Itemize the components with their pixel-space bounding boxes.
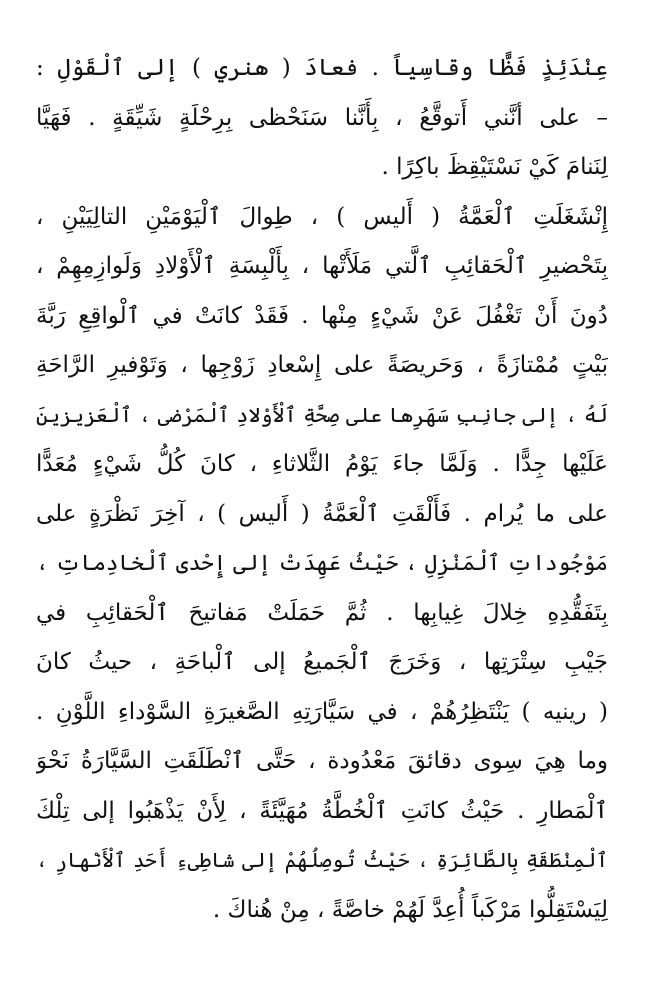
text-line-17: ٱلْمِنْطَقَةِ بِالطَّائِرَةِ ، حَيْثُ تُوصِلُهُمْ إلى شاطِىءِ أَحَدِ ٱلْأَنْهارِ ،: [36, 848, 608, 872]
text-line-7: بَيْتٍ مُمْتازَةً ، وَحَريصَةً على إِسْعادِ زَوْجِها ، وَتَوْفيرِ الرَّاحَةِ: [36, 352, 608, 378]
text-line-2: – على أنَّني أَتوقَّعُ ، بِأَنَّنا سَنَحْظى بِرِحْلَةٍ شَيِّقَةٍ . فَهَيَّا: [36, 104, 608, 131]
text-line-8: لَهُ ، إلى جانِبِ سَهَرِها على صِحَّةِ ٱلْأَوْلادِ ٱلْمَرْضى ، ٱلْعَزيزينَ: [36, 402, 608, 427]
text-line-10: على ما يُرام . فَأَلْقَتِ ٱلْعَمَّةُ ( أَليس ) ، آخِرَ نَظْرَةٍ على: [36, 500, 608, 527]
text-line-6: دُونَ أَنْ تَغْفُلَ عَنْ شَيْءٍ مِنْها . فَقَدْ كانَتْ في ٱلْواقِعِ رَبَّةَ: [36, 302, 608, 329]
body-text: [36, 44, 608, 935]
text-line-14: ( رينيه ) يَنْتَظِرُهُمْ ، في سَيَّارَتِهِ الصَّغيرَةِ السَّوْداءِ اللَّوْنِ .: [36, 698, 608, 725]
text-line-12: بِتَفَقُّدِهِ خِلالَ غِيابِها . ثُمَّ حَمَلَتْ مَفاتيحَ ٱلْحَقائِبِ في: [36, 599, 608, 626]
text-line-5: بِتَحْضيرِ ٱلْحَقائِبِ ٱلَّتي مَلَأَتْها ، بِأَلْبِسَةِ ٱلْأَوْلادِ وَلَوازِمِهِمْ ،: [36, 253, 608, 279]
text-line-3: لِنَنامَ كَيْ نَسْتَيْقِظَ باكِرًا .: [381, 154, 608, 180]
text-line-1: عِنْدَئِذٍ فَظًّا وقاسِياً . فعادَ ( هنري ) إلى ٱلْقَوْلِ :: [36, 55, 608, 81]
text-line-18: لِيَسْتَقِلُّوا مَرْكَباً أُعِدَّ لَهُمْ خاصَّةً ، مِنْ هُناكَ .: [212, 896, 608, 923]
text-line-16: ٱلْمَطارِ . حَيْثُ كانَتِ ٱلْخُطَّةُ مُهَيَّئَةً ، لِأَنْ يَذْهَبُوا إلى تِلْكَ: [36, 797, 608, 824]
text-line-15: وما هِيَ سِوى دقائقَ مَعْدُودة ، حَتَّى ٱنْطَلَقَتِ السَّيَّارَةُ نَحْوَ: [36, 748, 608, 774]
text-line-11: مَوْجُوداتِ ٱلْمَنْزِلِ ، حَيْثُ عَهِدَتْ إلى إِحْدى ٱلْخادِماتِ ،: [36, 551, 608, 576]
text-line-9: عَلَيْها جِدًّا . وَلَمَّا جاءَ يَوْمُ الثَّلاثاءِ ، كانَ كُلُّ شَيْءٍ مُعَدًّا: [36, 451, 608, 477]
text-line-4: إِنْشَغَلَتِ ٱلْعَمَّةُ ( أَليس ) ، طِوالَ ٱلْيَوْمَيْنِ التالِيَيْنِ ،: [36, 203, 608, 230]
text-line-13: جَيْبِ سِتْرَتِها ، وَخَرَجَ ٱلْجَميعُ إلى ٱلْباحَةِ ، حيثُ كانَ: [36, 649, 608, 675]
